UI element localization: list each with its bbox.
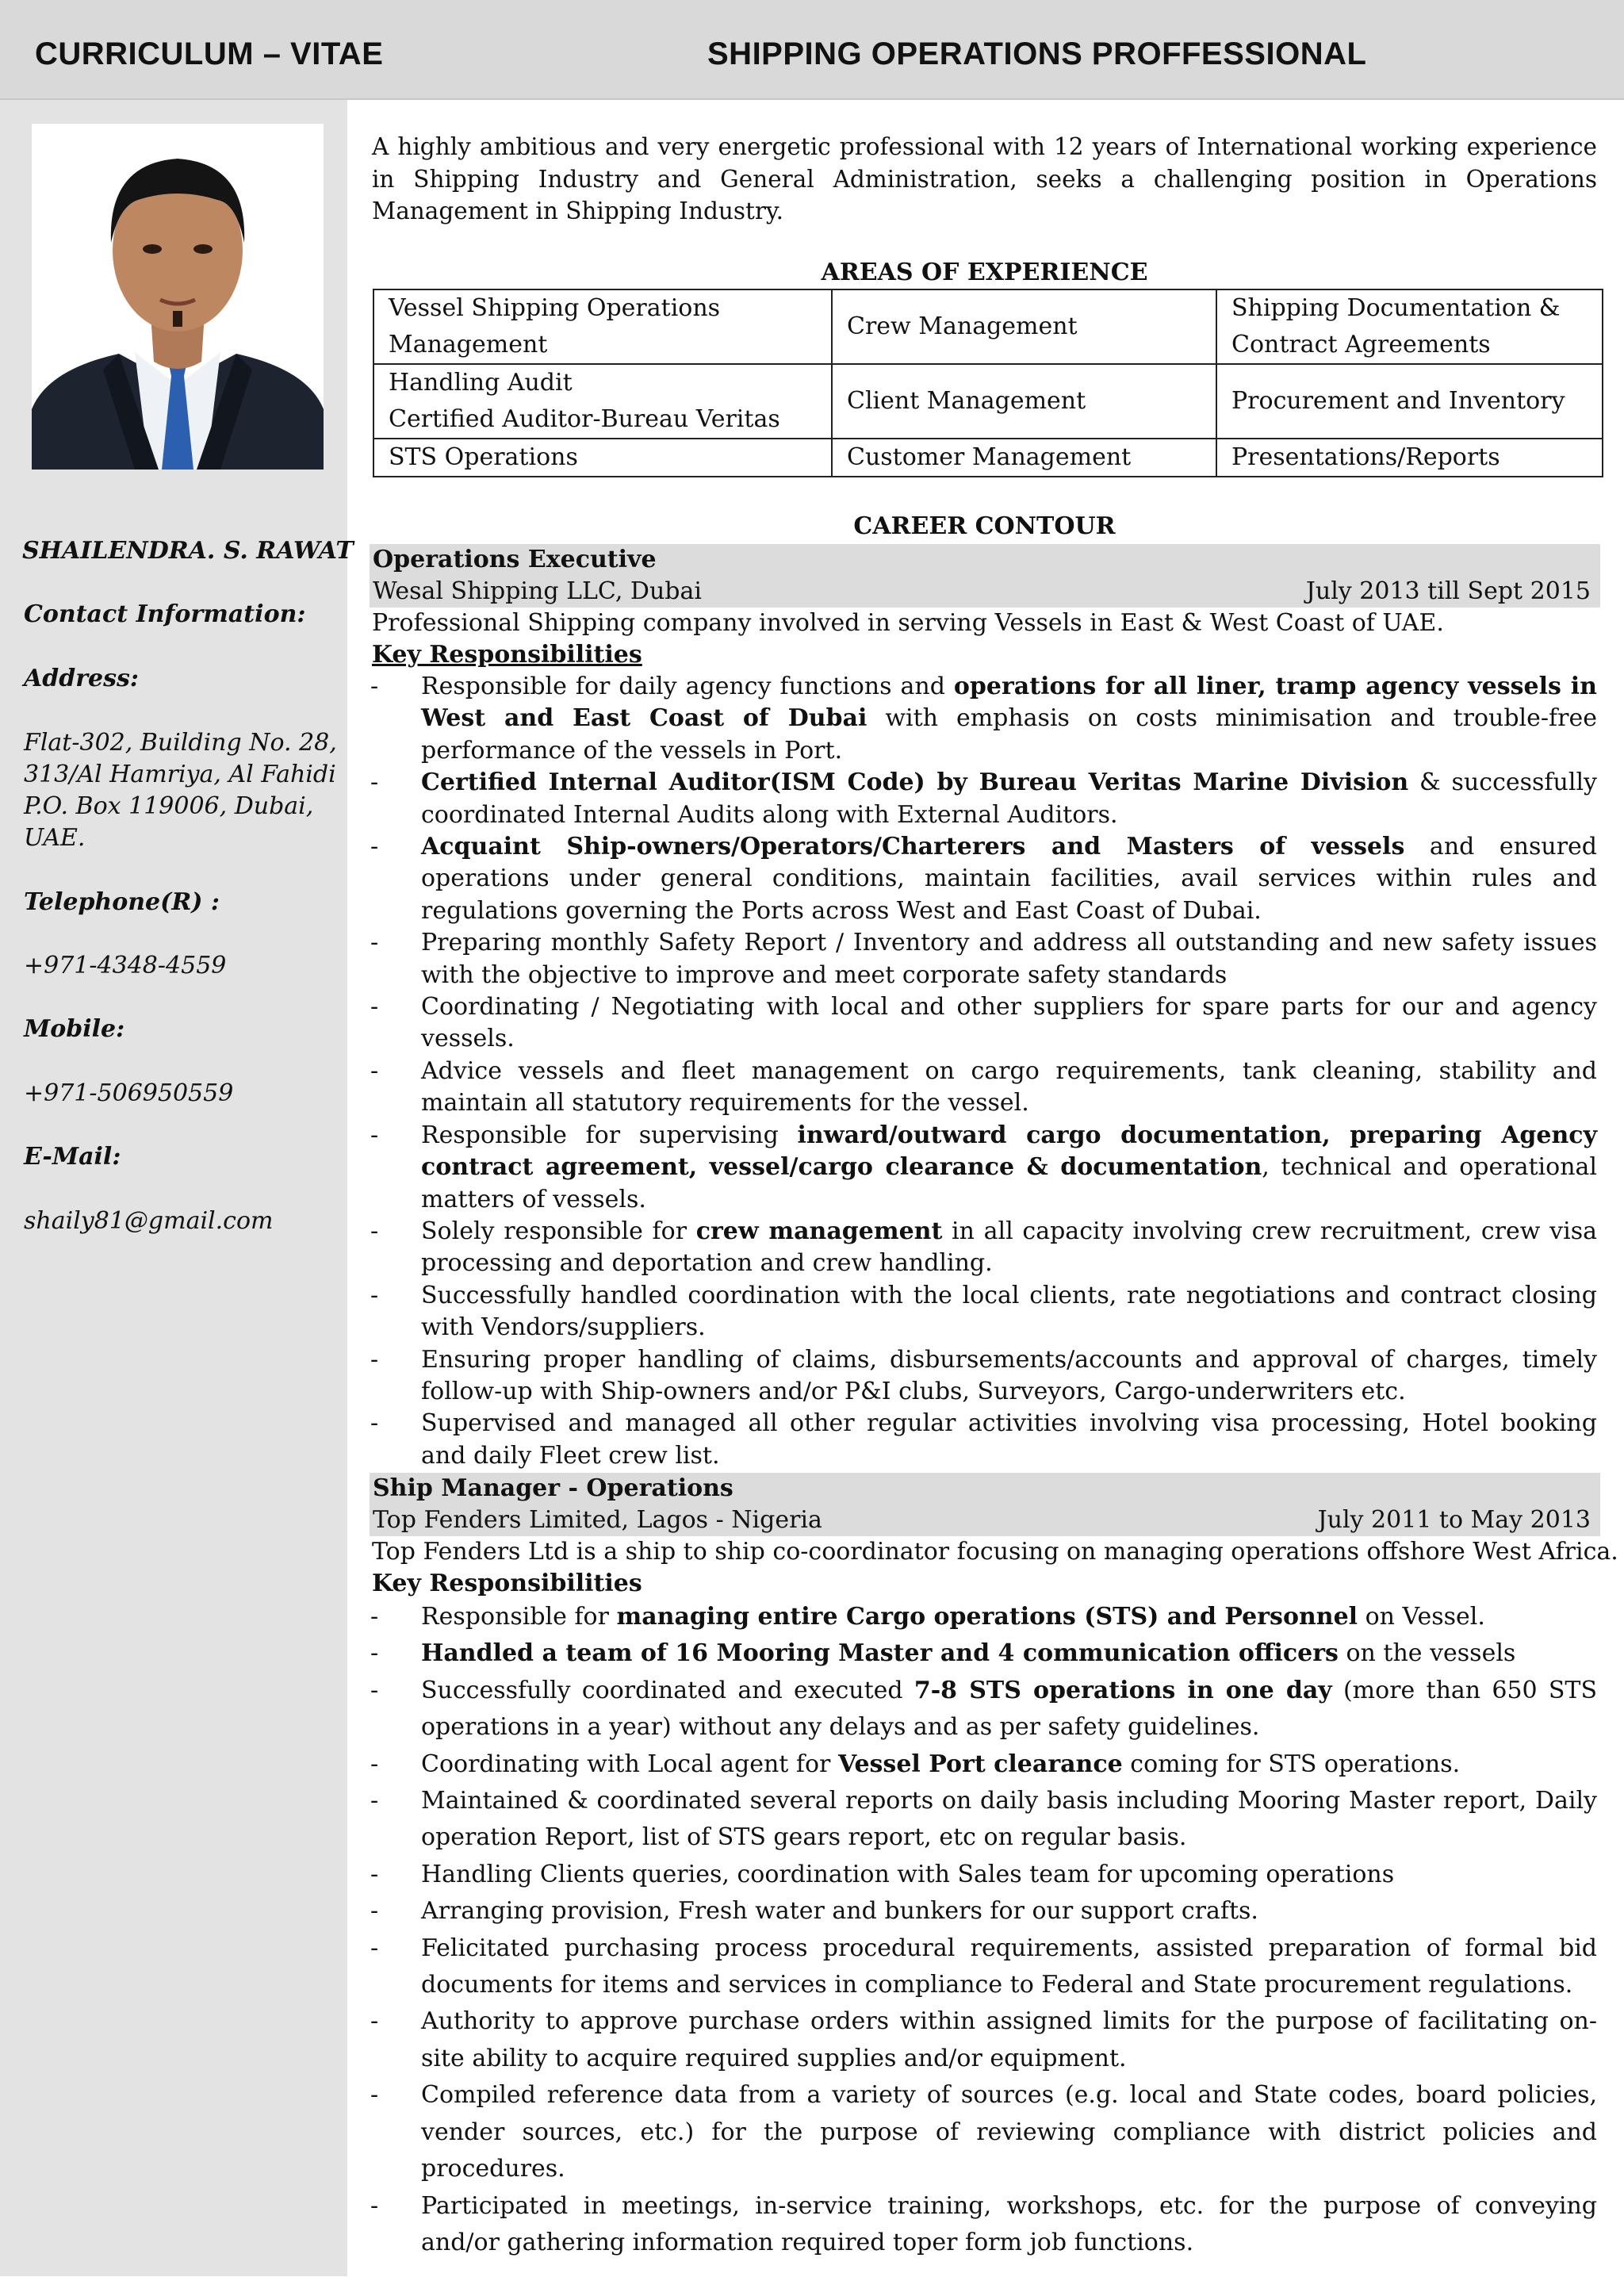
profile-photo (32, 124, 324, 470)
list-item: - Successfully coordinated and executed 7-8 STS operations in one day (more than 650 STS operations in a year) without any delays and as per safety guidelines. (372, 1673, 1597, 1746)
job-description: Professional Shipping company involved in serving Vessels in East & West Coast of UAE. (372, 609, 1444, 637)
key-responsibilities-label: Key Responsibilities (372, 1570, 642, 1597)
areas-title: AREAS OF EXPERIENCE (821, 259, 1148, 286)
key-responsibilities-label: Key Responsibilities (372, 641, 642, 669)
list-item: - Preparing monthly Safety Report / Inventory and address all outstanding and new safety issues with the objective to improve and meet corporate safety standards (372, 927, 1597, 991)
areas-table (373, 289, 1603, 477)
job-title: Operations Executive (373, 546, 657, 573)
job-dates: July 2013 till Sept 2015 (1305, 577, 1591, 605)
profession-heading: SHIPPING OPERATIONS PROFFESSIONAL (707, 36, 1367, 71)
list-item: - Coordinating with Local agent for Vessel Port clearance coming for STS operations. (372, 1746, 1597, 1783)
table-cell (373, 364, 832, 439)
telephone-value: +971-4348-4559 (24, 952, 227, 979)
job-title: Ship Manager - Operations (373, 1474, 733, 1502)
table-cell: Shipping Documentation & Contract Agreements (1216, 289, 1603, 364)
career-title: CAREER CONTOUR (853, 512, 1116, 540)
address-label: Address: (24, 665, 139, 692)
list-item: - Participated in meetings, in-service training, workshops, etc. for the purpose of conveying and/or gathering information required toper form job functions. (372, 2188, 1597, 2262)
candidate-name: SHAILENDRA. S. RAWAT (22, 537, 354, 565)
list-item: - Supervised and managed all other regular activities involving visa processing, Hotel booking and daily Fleet crew list. (372, 1408, 1597, 1472)
table-cell: Vessel Shipping Operations Management (373, 289, 832, 364)
job-company: Wesal Shipping LLC, Dubai (373, 577, 702, 605)
table-row (373, 364, 1603, 439)
list-item: - Felicitated purchasing process procedural requirements, assisted preparation of formal bid documents for items and services in compliance to Federal and State procurement regulations. (372, 1930, 1597, 2004)
table-row (373, 289, 1603, 364)
list-item: - Acquaint Ship-owners/Operators/Charterers and Masters of vessels and ensured operations under general conditions, maintain facilities, avail services within rules and regulations governing the Ports across West and East Coast of Dubai. (372, 831, 1597, 927)
list-item: - Coordinating / Negotiating with local and other suppliers for spare parts for our and agency vessels. (372, 991, 1597, 1056)
list-item: - Responsible for daily agency functions and operations for all liner, tramp agency vessels in West and East Coast of Dubai with emphasis on costs minimisation and trouble-free performance of the vessels in Port. (372, 671, 1597, 767)
list-item: - Arranging provision, Fresh water and bunkers for our support crafts. (372, 1893, 1597, 1930)
table-cell: Customer Management (832, 439, 1216, 477)
person-portrait-icon (32, 124, 324, 470)
address-line: UAE. (24, 824, 86, 852)
list-item: - Handled a team of 16 Mooring Master and 4 communication officers on the vessels (372, 1635, 1597, 1672)
table-cell: Crew Management (832, 289, 1216, 364)
responsibility-list (372, 671, 1597, 1472)
job-dates: July 2011 to May 2013 (1317, 1506, 1591, 1534)
list-item: - Responsible for managing entire Cargo operations (STS) and Personnel on Vessel. (372, 1599, 1597, 1635)
list-item: - Responsible for supervising inward/outward cargo documentation, preparing Agency contract agreement, vessel/cargo clearance & documentation, technical and operational matters of vessels. (372, 1120, 1597, 1216)
list-item: - Authority to approve purchase orders within assigned limits for the purpose of facilitating on-site ability to acquire required supplies and/or equipment. (372, 2003, 1597, 2077)
cell-line: Handling Audit (389, 369, 573, 397)
list-item: - Certified Internal Auditor(ISM Code) by Bureau Veritas Marine Division & successfully coordinated Internal Audits along with External Auditors. (372, 767, 1597, 831)
table-cell: Procurement and Inventory (1216, 364, 1603, 439)
list-item: - Ensuring proper handling of claims, disbursements/accounts and approval of charges, timely follow-up with Ship-owners and/or P&I clubs, Surveyors, Cargo-underwriters etc. (372, 1344, 1597, 1409)
table-row (373, 439, 1603, 477)
profile-summary: A highly ambitious and very energetic professional with 12 years of International working experience in Shipping Industry and General Administration, seeks a challenging position in Operations Management in Shipping Industry. (372, 133, 1597, 224)
job-description: Top Fenders Ltd is a ship to ship co-coordinator focusing on managing operations offshore West Africa. (372, 1538, 1618, 1566)
job-header (370, 544, 1600, 608)
email-value: shaily81@gmail.com (24, 1207, 274, 1235)
job-company: Top Fenders Limited, Lagos - Nigeria (373, 1506, 822, 1534)
table-cell: Presentations/Reports (1216, 439, 1603, 477)
cv-heading: CURRICULUM – VITAE (35, 36, 384, 71)
cell-line: Certified Auditor-Bureau Veritas (389, 405, 780, 433)
contact-heading: Contact Information: (24, 600, 306, 628)
list-item: - Handling Clients queries, coordination with Sales team for upcoming operations (372, 1857, 1597, 1893)
list-item: - Successfully handled coordination with the local clients, rate negotiations and contract closing with Vendors/suppliers. (372, 1280, 1597, 1344)
mobile-value: +971-506950559 (24, 1079, 234, 1107)
table-cell: STS Operations (373, 439, 832, 477)
mobile-label: Mobile: (24, 1015, 125, 1043)
responsibility-list (372, 1599, 1597, 2261)
list-item: - Solely responsible for crew management in all capacity involving crew recruitment, crew visa processing and deportation and crew handling. (372, 1216, 1597, 1280)
header-bar (0, 0, 1624, 100)
list-item: - Compiled reference data from a variety of sources (e.g. local and State codes, board policies, vender sources, etc.) for the purpose of reviewing compliance with district policies and procedures. (372, 2077, 1597, 2187)
telephone-label: Telephone(R) : (24, 888, 220, 916)
address-line: Flat-302, Building No. 28, (24, 729, 337, 757)
address-line: P.O. Box 119006, Dubai, (24, 792, 314, 820)
email-label: E-Mail: (24, 1143, 121, 1171)
job-header (370, 1473, 1600, 1536)
table-cell: Client Management (832, 364, 1216, 439)
address-line: 313/Al Hamriya, Al Fahidi (24, 761, 336, 788)
list-item: - Advice vessels and fleet management on cargo requirements, tank cleaning, stability and maintain all statutory requirements for the vessel. (372, 1056, 1597, 1120)
list-item: - Maintained & coordinated several reports on daily basis including Mooring Master report, Daily operation Report, list of STS gears report, etc on regular basis. (372, 1783, 1597, 1857)
